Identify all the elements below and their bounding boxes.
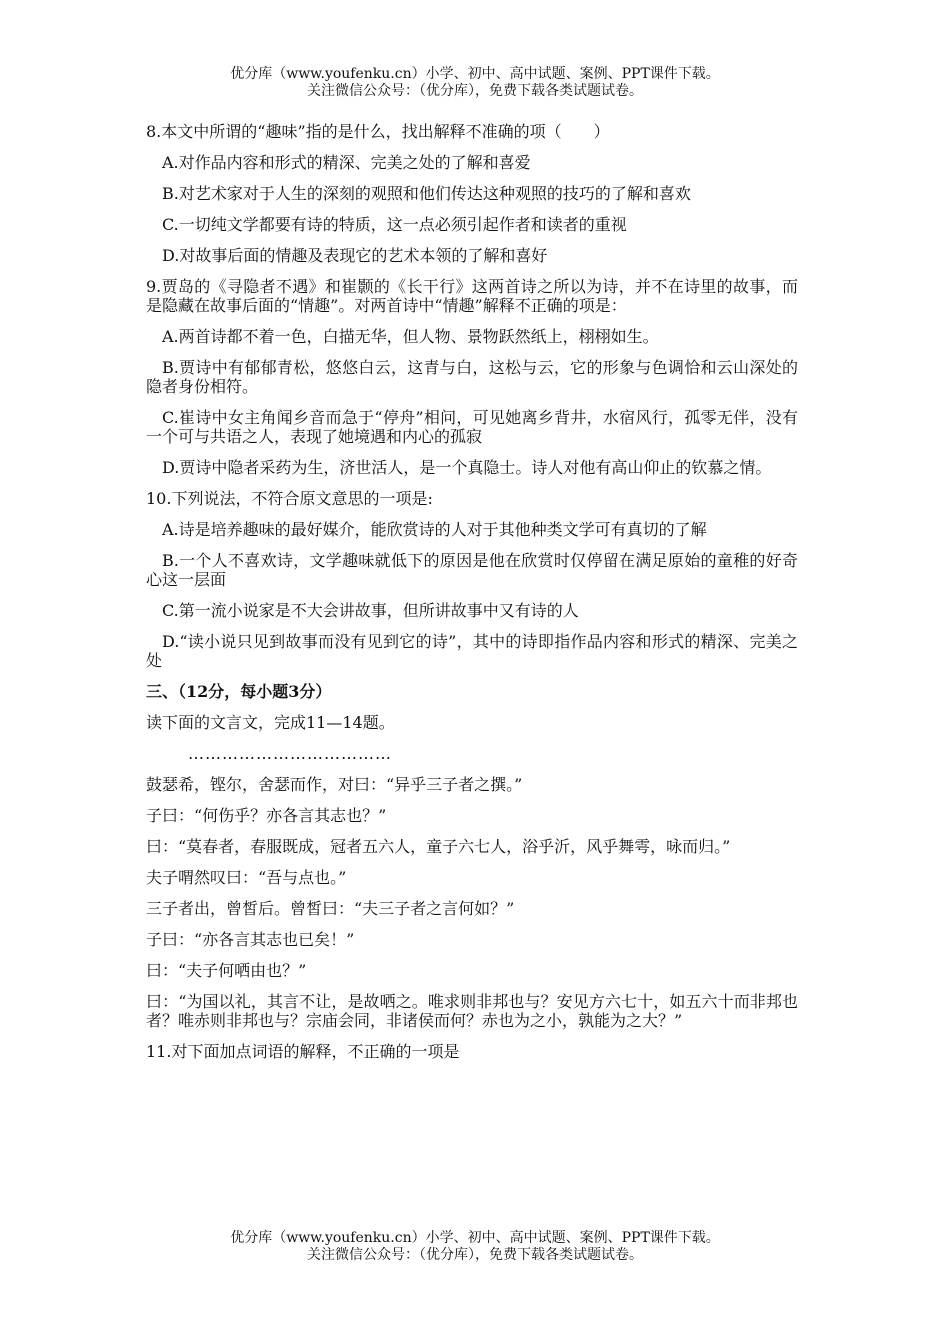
footer-line-2: 关注微信公众号：（优分库），免费下载各类试题试卷。 (307, 1247, 643, 1263)
passage-line: 夫子喟然叹曰：“吾与点也。” (146, 868, 347, 887)
question-10-stem: 10.下列说法，不符合原文意思的一项是: (146, 489, 433, 508)
question-10-option-a: A.诗是培养趣味的最好媒介，能欣赏诗的人对于其他种类文学可有真切的了解 (162, 520, 707, 539)
passage-line: 鼓瑟希，铿尔，舍瑟而作，对曰：“异乎三子者之撰。” (146, 775, 523, 794)
question-9-stem: 9.贾岛的《寻隐者不遇》和崔颢的《长干行》这两首诗之所以为诗，并不在诗里的故事，而是隐藏在故事后面的“情趣”。对两首诗中“情趣”解释不正确的项是： (146, 277, 798, 315)
page-content (146, 122, 798, 1073)
question-8-option-c: C.一切纯文学都要有诗的特质，这一点必须引起作者和读者的重视 (162, 215, 627, 234)
emphasis-dots: ……………………………… (188, 744, 392, 763)
passage-line: 子曰：“亦各言其志也已矣！” (146, 930, 355, 949)
passage-line: 子曰：“何伤乎？亦各言其志也？” (146, 806, 387, 825)
question-8-option-a: A.对作品内容和形式的精深、完美之处的了解和喜爱 (162, 153, 531, 172)
section-3-intro: 读下面的文言文，完成11—14题。 (146, 713, 395, 732)
header-line-1: 优分库（www.youfenku.cn）小学、初中、高中试题、案例、PPT课件下载。 (230, 66, 720, 82)
question-8-stem: 8.本文中所谓的“趣味”指的是什么，找出解释不准确的项（ ） (146, 122, 610, 141)
page-footer (0, 1230, 950, 1264)
question-11-stem: 11.对下面加点词语的解释，不正确的一项是 (146, 1042, 460, 1061)
question-8-option-d: D.对故事后面的情趣及表现它的艺术本领的了解和喜好 (162, 246, 548, 265)
header-line-2: 关注微信公众号：（优分库），免费下载各类试题试卷。 (307, 83, 643, 99)
question-9-option-d: D.贾诗中隐者采药为生，济世活人，是一个真隐士。诗人对他有高山仰止的钦慕之情。 (162, 458, 772, 477)
passage-line: 曰：“莫春者，春服既成，冠者五六人，童子六七人，浴乎沂，风乎舞雩，咏而归。” (146, 837, 731, 856)
question-8-option-b: B.对艺术家对于人生的深刻的观照和他们传达这种观照的技巧的了解和喜欢 (162, 184, 691, 203)
page-header (0, 66, 950, 100)
question-10-option-c: C.第一流小说家是不大会讲故事，但所讲故事中又有诗的人 (162, 601, 579, 620)
footer-line-1: 优分库（www.youfenku.cn）小学、初中、高中试题、案例、PPT课件下载。 (230, 1230, 720, 1246)
question-9-option-b: B.贾诗中有郁郁青松，悠悠白云，这青与白，这松与云，它的形象与色调恰和云山深处的隐者身份相符。 (146, 358, 798, 396)
question-9-option-c: C.崔诗中女主角闻乡音而急于“停舟”相问，可见她离乡背井，水宿风行，孤零无伴，没有一个可与共语之人，表现了她境遇和内心的孤寂 (146, 408, 798, 446)
section-3-title: 三、（12分，每小题3分） (146, 682, 332, 701)
question-9-option-a: A.两首诗都不着一色，白描无华，但人物、景物跃然纸上，栩栩如生。 (162, 327, 659, 346)
passage-line: 曰：“夫子何哂由也？” (146, 961, 307, 980)
question-10-option-d: D.“读小说只见到故事而没有见到它的诗”，其中的诗即指作品内容和形式的精深、完美之处 (146, 632, 798, 670)
passage-line: 曰：“为国以礼，其言不让，是故哂之。唯求则非邦也与？安见方六七十，如五六十而非邦也者？唯赤则非邦也与？宗庙会同，非诸侯而何？赤也为之小，孰能为之大？” (146, 992, 798, 1030)
passage-line: 三子者出，曾皙后。曾皙曰：“夫三子者之言何如？” (146, 899, 515, 918)
question-10-option-b: B.一个人不喜欢诗，文学趣味就低下的原因是他在欣赏时仅停留在满足原始的童稚的好奇心这一层面 (146, 551, 798, 589)
